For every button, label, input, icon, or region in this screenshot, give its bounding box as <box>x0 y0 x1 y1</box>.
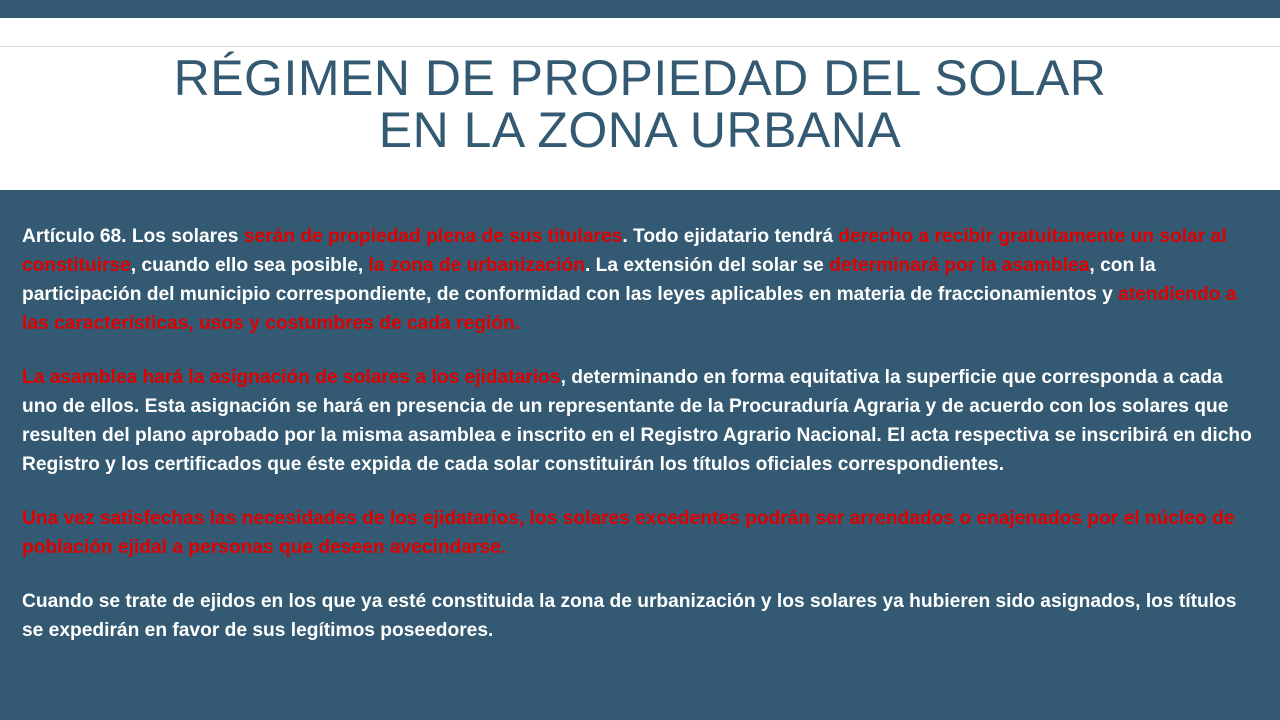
highlighted-text: atendiendo a las características, usos y costumbres de cada región. <box>22 284 1237 334</box>
slide-title-line-1: RÉGIMEN DE PROPIEDAD DEL SOLAR <box>173 50 1107 106</box>
slide-title-line-2: EN LA ZONA URBANA <box>378 102 902 158</box>
header-divider <box>0 46 1280 47</box>
paragraph-solares-excedentes <box>22 504 1262 562</box>
text-segment: . Todo ejidatario tendrá <box>622 226 839 247</box>
slide-title <box>0 52 1280 156</box>
highlighted-text: determinará por la asamblea <box>829 255 1090 276</box>
paragraph-titulos <box>22 587 1262 645</box>
highlighted-text: derecho a recibir gratuitamente un solar al constituirse <box>22 226 1227 276</box>
text-segment: , cuando ello sea posible, <box>130 255 369 276</box>
highlighted-text: La asamblea hará la asignación de solares a los ejidatarios <box>22 367 561 388</box>
text-segment: , determinando en forma equitativa la superficie que corresponda a cada uno de ellos. Esta asignación se hará en presencia de un representante de la Procuraduría Agraria y de acuerdo con los solares que resulten del plano aprobado por la misma asamblea e inscrito en el Registro Agrario Nacional. El acta respectiva se inscribirá en dicho Registro y los certificados que éste expida de cada solar constituirán los títulos oficiales correspondientes. <box>22 367 1252 475</box>
paragraph-asignacion <box>22 363 1262 479</box>
text-segment: . La extensión del solar se <box>584 255 830 276</box>
highlighted-text: serán de propiedad plena de sus titulares <box>243 226 623 247</box>
highlighted-text: Una vez satisfechas las necesidades de los ejidatarios, los solares excedentes podrán ser arrendados o enajenados por el núcleo de población ejidal a personas que deseen avecindarse. <box>22 508 1235 558</box>
top-band <box>0 0 1280 18</box>
text-segment: Artículo 68. Los solares <box>22 226 244 247</box>
paragraph-article-68 <box>22 222 1262 338</box>
slide-body <box>22 222 1262 670</box>
text-segment: Cuando se trate de ejidos en los que ya esté constituida la zona de urbanización y los solares ya hubieren sido asignados, los títulos se expedirán en favor de sus legítimos poseedores. <box>22 591 1237 641</box>
text-segment: , con la participación del municipio correspondiente, de conformidad con las leyes aplicables en materia de fraccionamientos y <box>22 255 1156 305</box>
highlighted-text: la zona de urbanización <box>368 255 585 276</box>
